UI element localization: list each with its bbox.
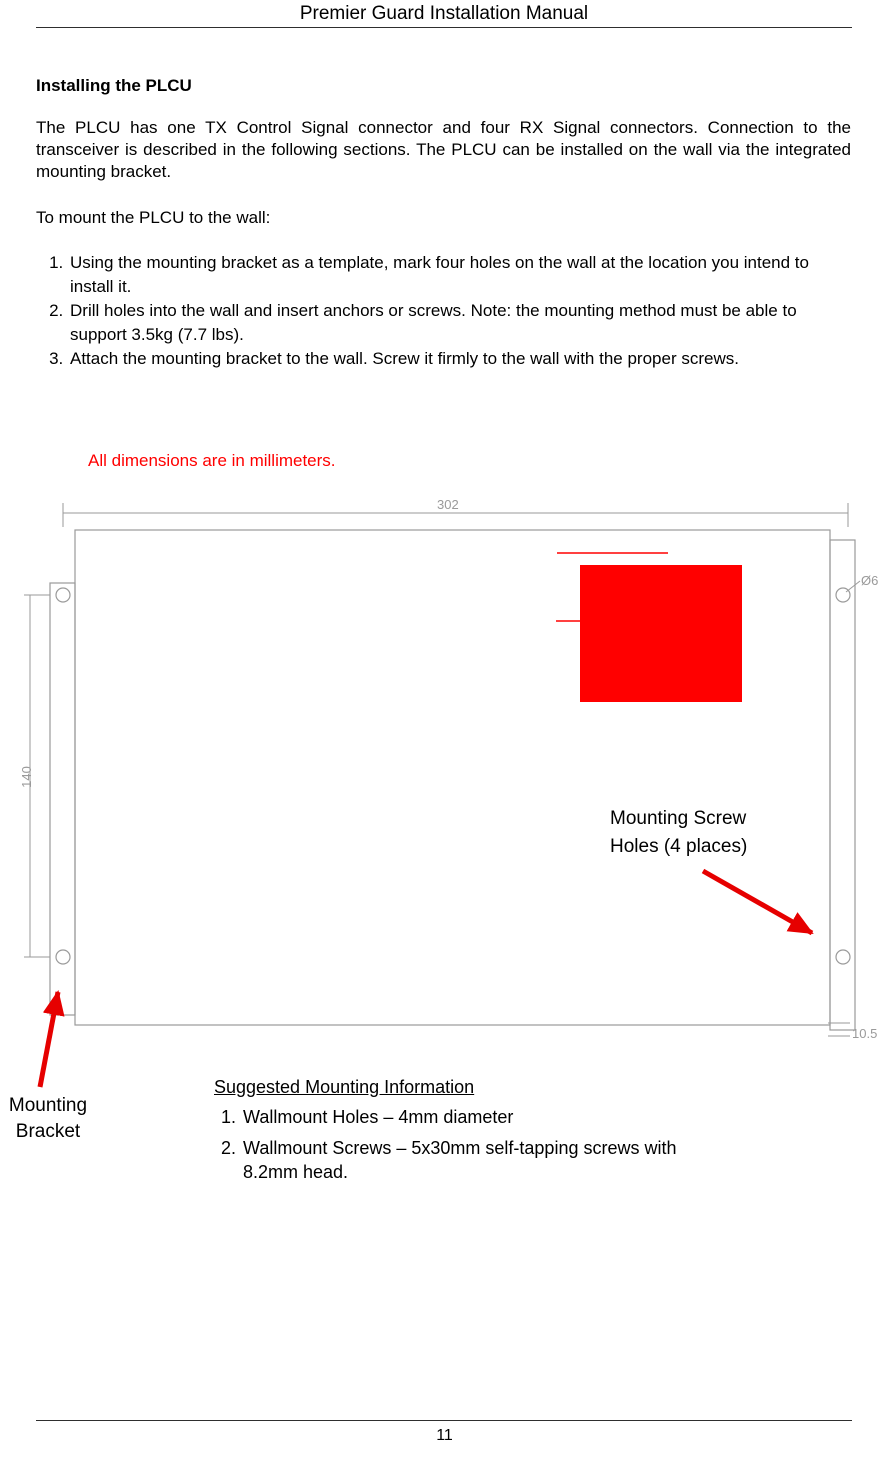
mounting-step: 3. Attach the mounting bracket to the wall. Screw it firmly to the wall with the proper screws. — [68, 347, 851, 371]
screw-holes-callout-line1: Mounting Screw — [610, 808, 747, 829]
screw-holes-arrow — [703, 871, 812, 933]
mounting-hole-bottom-left — [56, 950, 70, 964]
suggested-mounting-info — [214, 1077, 714, 1191]
dim-label-bottom-offset: 10.5 — [852, 1026, 878, 1041]
dim-leader-line — [846, 581, 860, 592]
dim-label-width: 302 — [437, 497, 459, 512]
suggested-mounting-info-title: Suggested Mounting Information — [214, 1077, 475, 1097]
bracket-callout-line1: Mounting — [8, 1095, 88, 1116]
intro-paragraph: The PLCU has one TX Control Signal connector and four RX Signal connectors. Connection to the transceiver is described in the following sections. The PLCU can be installed on the wall via the integrated mounting bracket. — [36, 118, 851, 181]
screw-holes-callout — [610, 805, 747, 861]
dimensions-note: All dimensions are in millimeters. — [88, 451, 336, 470]
page-number: 11 — [436, 1427, 453, 1444]
mounting-bracket-drawing — [0, 495, 889, 1095]
screw-holes-callout-line2: Holes (4 places) — [610, 836, 748, 857]
footer-divider — [36, 1420, 852, 1421]
mount-lead-text: To mount the PLCU to the wall: — [36, 208, 271, 227]
manual-title: Premier Guard Installation Manual — [299, 3, 589, 24]
bracket-arrow — [40, 992, 58, 1087]
mounting-hole-top-left — [56, 588, 70, 602]
mounting-hole-bottom-right — [836, 950, 850, 964]
bracket-callout — [0, 1093, 96, 1145]
bracket-callout-line2: Bracket — [15, 1121, 81, 1142]
dim-label-height: 140 — [19, 766, 34, 788]
dim-label-hole-diameter: Ø6 — [861, 573, 879, 588]
mounting-info-item: 2. Wallmount Screws – 5x30mm self-tapping screws with 8.2mm head. — [241, 1136, 714, 1184]
mounting-step: 1. Using the mounting bracket as a template, mark four holes on the wall at the location you intend to install it. — [68, 251, 851, 299]
red-highlight-block — [580, 565, 742, 702]
mounting-steps-list — [36, 251, 851, 371]
mounting-info-item: 1. Wallmount Holes – 4mm diameter — [241, 1105, 714, 1129]
mounting-step: 2. Drill holes into the wall and insert anchors or screws. Note: the mounting method must be able to support 3.5kg (7.7 lbs). — [68, 299, 851, 347]
page-header — [36, 0, 852, 28]
section-heading: Installing the PLCU — [36, 76, 192, 95]
